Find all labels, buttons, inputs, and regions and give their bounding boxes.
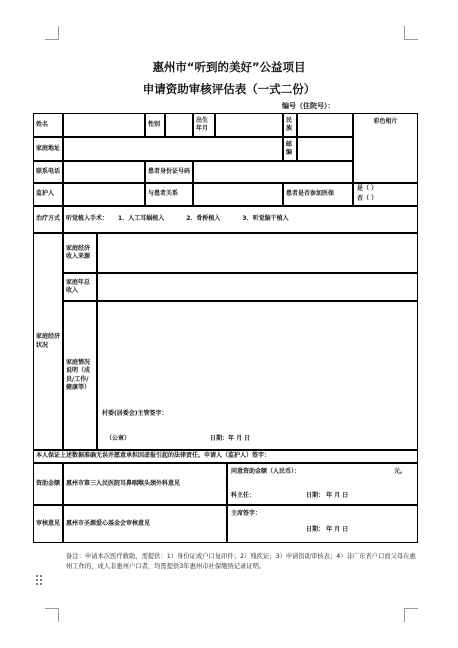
funding-label: 资助金额 xyxy=(33,463,63,505)
treatment-option-cochlear[interactable]: 1．人工耳蜗植入 xyxy=(118,215,165,223)
relation-label: 与患者关系 xyxy=(145,183,193,206)
total-income-label: 家庭年总收入 xyxy=(63,273,97,301)
treatment-option-brainstem[interactable]: 3．听觉脑干植入 xyxy=(242,215,289,223)
yuan-label: 元。 xyxy=(394,468,407,475)
foundation-review-field[interactable] xyxy=(227,505,418,543)
insurance-label: 患者是否参加医保 xyxy=(283,183,353,206)
crop-mark-bottom-left xyxy=(45,608,59,622)
econ-detail-field[interactable] xyxy=(97,301,418,450)
treatment-option-bone-bridge[interactable]: 2．骨桥植入 xyxy=(186,215,221,223)
guarantee-statement: 本人保证上述数据准确无误并愿意承担因虚报引起的法律责任。申请人（监护人）签字： xyxy=(33,450,418,463)
photo-box[interactable] xyxy=(353,113,418,183)
hospital-date-label: 日期： 年 月 日 xyxy=(306,492,349,499)
chief-sign-label: 主席签字： xyxy=(231,510,262,517)
crop-mark-bottom-right xyxy=(404,608,418,622)
address-field[interactable] xyxy=(63,137,283,161)
name-field[interactable] xyxy=(63,113,145,137)
name-label: 姓名 xyxy=(33,113,63,137)
guardian-label: 监护人 xyxy=(33,183,63,206)
address-label: 家庭地址 xyxy=(33,137,63,161)
postcode-label: 邮编 xyxy=(283,137,297,161)
hospital-review-field[interactable] xyxy=(227,463,418,505)
phone-label: 联系电话 xyxy=(33,161,63,183)
crop-mark-top-left xyxy=(45,26,59,40)
id-field[interactable] xyxy=(193,161,353,183)
insurance-yes-option[interactable]: 是（ ） xyxy=(357,185,378,192)
suggested-amount-label: 同意资助金额（人民币）： xyxy=(231,468,301,475)
insurance-options xyxy=(353,183,418,206)
income-source-label: 家庭经济收入来源 xyxy=(63,233,97,273)
application-form xyxy=(33,113,418,543)
gender-label: 性别 xyxy=(145,113,165,137)
village-date-label: 日期：年 月 日 xyxy=(210,435,251,442)
guardian-field[interactable] xyxy=(63,183,145,206)
drag-handle-icon[interactable] xyxy=(36,575,44,589)
birth-label: 出生年月 xyxy=(193,113,215,137)
treatment-options-row xyxy=(63,206,418,233)
foundation-date-label: 日期： 年 月 日 xyxy=(306,526,349,533)
serial-number-label: 编号（住院号）： xyxy=(282,102,335,110)
village-sign-label: 村委(居委会)主管签字： xyxy=(102,410,168,417)
photo-label: 彩色相片 xyxy=(373,118,398,125)
document-title: 惠州市“听到的美好”公益项目 xyxy=(152,60,306,74)
postcode-field[interactable] xyxy=(297,137,353,161)
director-label: 科主任： xyxy=(231,492,256,499)
econ-detail-label: 家庭情况说明（成员/工作/健康等） xyxy=(63,301,97,450)
foundation-review-label: 惠州市圣源爱心基金会审核意见 xyxy=(63,505,227,543)
crop-mark-top-right xyxy=(404,26,418,40)
treatment-intro: 听觉植入手术： xyxy=(66,215,109,223)
insurance-no-option[interactable]: 否（ ） xyxy=(357,195,378,202)
ethnicity-label: 民族 xyxy=(283,113,297,137)
relation-field[interactable] xyxy=(193,183,283,206)
income-source-field[interactable] xyxy=(97,233,418,273)
econ-label: 家庭经济状况 xyxy=(33,233,63,450)
hospital-review-label: 惠州市第三人民医院耳鼻咽喉头颈外科意见 xyxy=(63,463,227,505)
treatment-label: 治疗方式 xyxy=(33,206,63,233)
total-income-field[interactable] xyxy=(97,273,418,301)
ethnicity-field[interactable] xyxy=(297,113,353,137)
phone-field[interactable] xyxy=(63,161,145,183)
footnote: 备注：申请本次医疗救助，需提供：1）身份证或户口复印件；2）残疾证；3）申请资助审核表；4）非广东省户口而父母在惠州工作的，成人非惠州户口者，均需提供3年惠州市社保缴纳记录证明。 xyxy=(66,553,416,571)
id-label: 患者身份证号码 xyxy=(145,161,193,183)
document-subtitle: 申请资助审核评估表（一式二份） xyxy=(142,82,316,96)
gender-field[interactable] xyxy=(165,113,193,137)
seal-label: （公章） xyxy=(106,435,131,442)
birth-field[interactable] xyxy=(215,113,283,137)
review-label: 审核意见 xyxy=(33,505,63,543)
